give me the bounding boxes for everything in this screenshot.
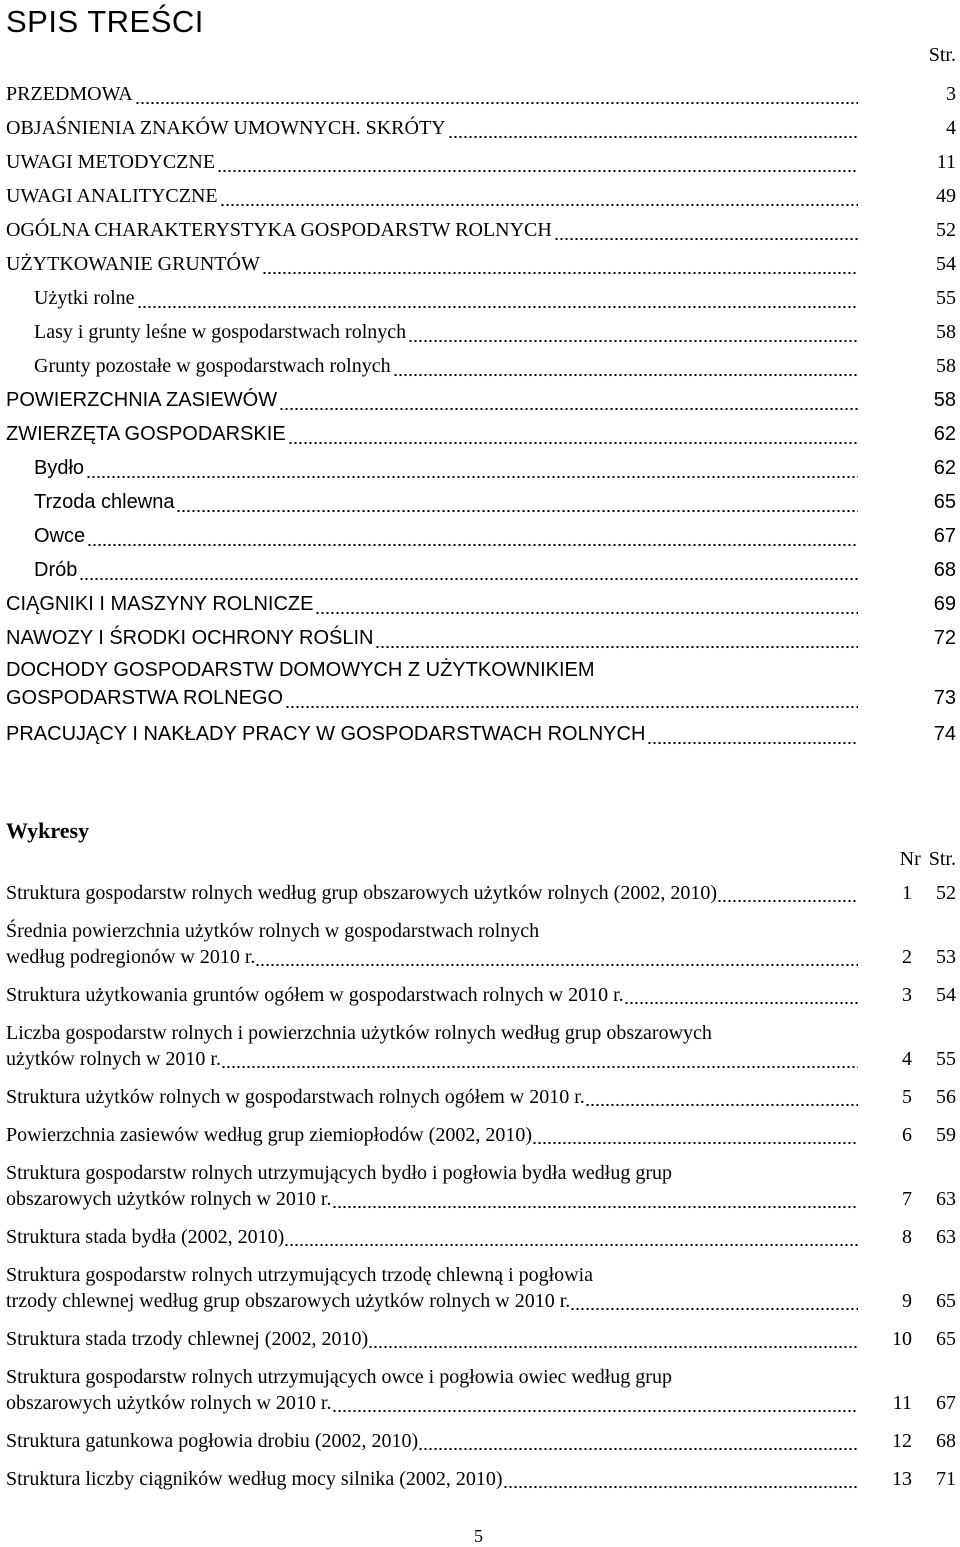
dot-leader	[217, 152, 858, 174]
toc-entry-page: 3	[946, 83, 956, 105]
chart-entry-number: 4	[902, 1048, 912, 1070]
toc-entry-page: 58	[936, 321, 956, 343]
chart-entry-page: 59	[936, 1124, 956, 1146]
toc-entry[interactable]	[0, 106, 960, 140]
chart-entry-label-line: Liczba gospodarstw rolnych i powierzchnia użytków rolnych według grup obszarowych	[6, 1022, 712, 1044]
toc-entry[interactable]	[0, 276, 960, 310]
dot-leader	[448, 118, 858, 140]
toc-entry[interactable]	[0, 140, 960, 174]
toc-entry[interactable]	[0, 72, 960, 106]
toc-entry-label: UWAGI ANALITYCZNE	[6, 185, 218, 207]
chart-entry-page: 53	[936, 946, 956, 968]
chart-entry-number: 5	[902, 1086, 912, 1108]
chart-entry-page: 71	[936, 1468, 956, 1490]
chart-entry-page: 63	[936, 1226, 956, 1248]
toc-entry[interactable]	[0, 616, 960, 650]
chart-entry-label: obszarowych użytków rolnych w 2010 r.	[6, 1392, 332, 1414]
chart-entry-number: 7	[902, 1188, 912, 1210]
dot-leader	[532, 1122, 858, 1148]
chart-list-entry[interactable]	[0, 1326, 960, 1352]
toc-entry-label: Grunty pozostałe w gospodarstwach rolnych	[34, 355, 391, 377]
dot-leader	[393, 356, 858, 378]
dot-leader	[87, 526, 858, 548]
chart-entry-label-line: Średnia powierzchnia użytków rolnych w gospodarstwach rolnych	[6, 920, 540, 942]
dot-leader	[315, 594, 858, 616]
toc-entry-label: PRACUJĄCY I NAKŁADY PRACY W GOSPODARSTWACH ROLNYCH	[6, 723, 646, 745]
chart-entry-label: Struktura użytków rolnych w gospodarstwach rolnych ogółem w 2010 r.	[6, 1086, 585, 1108]
toc-entry-label: NAWOZY I ŚRODKI OCHRONY ROŚLIN	[6, 627, 374, 649]
toc-entry-label: GOSPODARSTWA ROLNEGO	[6, 687, 284, 709]
dot-leader	[624, 982, 858, 1008]
chart-list-entry[interactable]	[0, 1224, 960, 1250]
toc-entry[interactable]	[0, 582, 960, 616]
page-number: 5	[474, 1526, 483, 1546]
toc-entry[interactable]	[0, 656, 960, 710]
dot-leader	[279, 390, 858, 412]
page-column-header: Str.	[928, 44, 956, 66]
toc-entry-label: POWIERZCHNIA ZASIEWÓW	[6, 389, 278, 411]
toc-entry-page: 4	[946, 117, 956, 139]
chart-entry-number: 12	[892, 1430, 912, 1452]
toc-entry-page: 54	[936, 253, 956, 275]
chart-list-entry[interactable]	[0, 1084, 960, 1110]
dot-leader	[176, 492, 858, 514]
chart-entry-label: Struktura gospodarstw rolnych według grup obszarowych użytków rolnych (2002, 2010)	[6, 882, 717, 904]
chart-entry-page: 56	[936, 1086, 956, 1108]
dot-leader	[221, 1046, 858, 1072]
chart-entry-page: 65	[936, 1290, 956, 1312]
toc-entry[interactable]	[0, 412, 960, 446]
toc-entry-page: 52	[936, 219, 956, 241]
toc-entry[interactable]	[0, 548, 960, 582]
chart-entry-number: 11	[892, 1392, 912, 1414]
str-column-label: Str.	[928, 848, 956, 870]
chart-entry-number: 3	[902, 984, 912, 1006]
chart-entry-label-line: Struktura gospodarstw rolnych utrzymujących owce i pogłowia owiec według grup	[6, 1366, 672, 1388]
chart-entry-label: Struktura stada bydła (2002, 2010)	[6, 1226, 285, 1248]
chart-entry-number: 13	[892, 1468, 912, 1490]
toc-entry[interactable]	[0, 710, 960, 746]
chart-entry-page: 54	[936, 984, 956, 1006]
dot-leader	[284, 1224, 858, 1250]
chart-entry-page: 63	[936, 1188, 956, 1210]
chart-entry-label: Powierzchnia zasiewów według grup ziemiopłodów (2002, 2010)	[6, 1124, 532, 1146]
chart-list-entry[interactable]	[0, 1428, 960, 1454]
toc-entry-label: Bydło	[34, 457, 85, 479]
charts-list	[0, 876, 960, 1492]
toc-entry-label: Lasy i grunty leśne w gospodarstwach rolnych	[34, 321, 407, 343]
chart-entry-page: 65	[936, 1328, 956, 1350]
chart-entry-label-line: Struktura gospodarstw rolnych utrzymujących trzodę chlewną i pogłowia	[6, 1264, 594, 1286]
chart-entry-label: Struktura gatunkowa pogłowia drobiu (2002, 2010)	[6, 1430, 419, 1452]
dot-leader	[220, 186, 858, 208]
toc-entry-label: UWAGI METODYCZNE	[6, 151, 216, 173]
chart-entry-page: 68	[936, 1430, 956, 1452]
toc-entry-label: CIĄGNIKI I MASZYNY ROLNICZE	[6, 593, 314, 615]
toc-entry-page: 74	[933, 723, 956, 745]
toc-entry[interactable]	[0, 242, 960, 276]
toc-entry[interactable]	[0, 174, 960, 208]
dot-leader	[285, 688, 858, 710]
chart-entry-label: użytków rolnych w 2010 r.	[6, 1048, 221, 1070]
toc-entry-page: 62	[933, 423, 956, 445]
toc-entry[interactable]	[0, 480, 960, 514]
toc-entry-label: PRZEDMOWA	[6, 83, 133, 105]
dot-leader	[255, 944, 858, 970]
chart-entry-label: trzody chlewnej według grup obszarowych użytków rolnych w 2010 r.	[6, 1290, 571, 1312]
dot-leader	[262, 254, 858, 276]
toc-entry-page: 73	[933, 687, 956, 709]
dot-leader	[332, 1390, 859, 1416]
toc-entry-label-line1: DOCHODY GOSPODARSTW DOMOWYCH Z UŻYTKOWNIKIEM	[6, 659, 595, 681]
toc-entry-page: 58	[936, 355, 956, 377]
chart-list-entry[interactable]	[0, 880, 960, 906]
chart-entry-number: 10	[892, 1328, 912, 1350]
toc-entry-page: 55	[936, 287, 956, 309]
dot-leader	[408, 322, 858, 344]
chart-list-entry[interactable]	[0, 1122, 960, 1148]
dot-leader	[570, 1288, 858, 1314]
toc-entry-label: Użytki rolne	[34, 287, 135, 309]
chart-entry-page: 52	[936, 882, 956, 904]
toc-entry-page: 68	[933, 559, 956, 581]
toc-entry-page: 11	[936, 151, 956, 173]
chart-list-entry[interactable]	[0, 918, 960, 970]
chart-entry-label: według podregionów w 2010 r.	[6, 946, 256, 968]
toc-entry-page: 65	[933, 491, 956, 513]
dot-leader	[554, 220, 858, 242]
chart-entry-label: obszarowych użytków rolnych w 2010 r.	[6, 1188, 332, 1210]
chart-entry-label-line: Struktura gospodarstw rolnych utrzymujących bydło i pogłowia bydła według grup	[6, 1162, 672, 1184]
toc-entry-label: ZWIERZĘTA GOSPODARSKIE	[6, 423, 286, 445]
toc-entry-label: OGÓLNA CHARAKTERYSTYKA GOSPODARSTW ROLNYCH	[6, 219, 552, 241]
toc-entry-page: 62	[933, 457, 956, 479]
chart-list-entry[interactable]	[0, 982, 960, 1008]
chart-entry-label: Struktura stada trzody chlewnej (2002, 2010)	[6, 1328, 369, 1350]
page-title: SPIS TREŚCI	[6, 4, 204, 39]
charts-column-header	[900, 848, 956, 871]
dot-leader	[135, 84, 858, 106]
dot-leader	[137, 288, 858, 310]
dot-leader	[86, 458, 858, 480]
toc-entry-page: 72	[933, 627, 956, 649]
dot-leader	[332, 1186, 859, 1212]
toc-entry-label: UŻYTKOWANIE GRUNTÓW	[6, 253, 260, 275]
chart-entry-number: 8	[902, 1226, 912, 1248]
dot-leader	[503, 1466, 858, 1492]
dot-leader	[79, 560, 858, 582]
toc-entry-page: 49	[936, 185, 956, 207]
chart-entry-number: 2	[902, 946, 912, 968]
chart-entry-number: 1	[902, 882, 912, 904]
chart-list-entry[interactable]	[0, 1364, 960, 1416]
table-of-contents	[0, 72, 960, 746]
dot-leader	[375, 628, 858, 650]
toc-entry-label: Owce	[34, 525, 86, 547]
toc-entry[interactable]	[0, 446, 960, 480]
toc-entry-label: Drób	[34, 559, 78, 581]
chart-entry-page: 55	[936, 1048, 956, 1070]
chart-entry-number: 9	[902, 1290, 912, 1312]
dot-leader	[647, 724, 858, 746]
chart-entry-number: 6	[902, 1124, 912, 1146]
nr-column-label: Nr	[899, 848, 921, 870]
toc-entry[interactable]	[0, 684, 960, 710]
toc-entry[interactable]	[0, 514, 960, 548]
chart-entry-label: Struktura użytkowania gruntów ogółem w gospodarstwach rolnych w 2010 r.	[6, 984, 624, 1006]
toc-entry-page: 67	[933, 525, 956, 547]
chart-entry-page: 67	[936, 1392, 956, 1414]
toc-entry-label: Trzoda chlewna	[34, 491, 175, 513]
toc-entry[interactable]	[0, 208, 960, 242]
charts-section-title: Wykresy	[6, 818, 90, 843]
toc-entry-page: 58	[933, 389, 956, 411]
dot-leader	[418, 1428, 858, 1454]
dot-leader	[717, 880, 858, 906]
dot-leader	[288, 424, 858, 446]
chart-list-entry[interactable]	[0, 1466, 960, 1492]
chart-list-entry[interactable]	[0, 1020, 960, 1072]
toc-entry[interactable]	[0, 310, 960, 344]
chart-list-entry[interactable]	[0, 1262, 960, 1314]
chart-entry-label: Struktura liczby ciągników według mocy silnika (2002, 2010)	[6, 1468, 503, 1490]
dot-leader	[368, 1326, 858, 1352]
toc-entry-page: 69	[933, 593, 956, 615]
toc-entry-label: OBJAŚNIENIA ZNAKÓW UMOWNYCH. SKRÓTY	[6, 117, 446, 139]
chart-list-entry[interactable]	[0, 1160, 960, 1212]
toc-entry[interactable]	[0, 344, 960, 378]
toc-entry[interactable]	[0, 378, 960, 412]
dot-leader	[585, 1084, 858, 1110]
